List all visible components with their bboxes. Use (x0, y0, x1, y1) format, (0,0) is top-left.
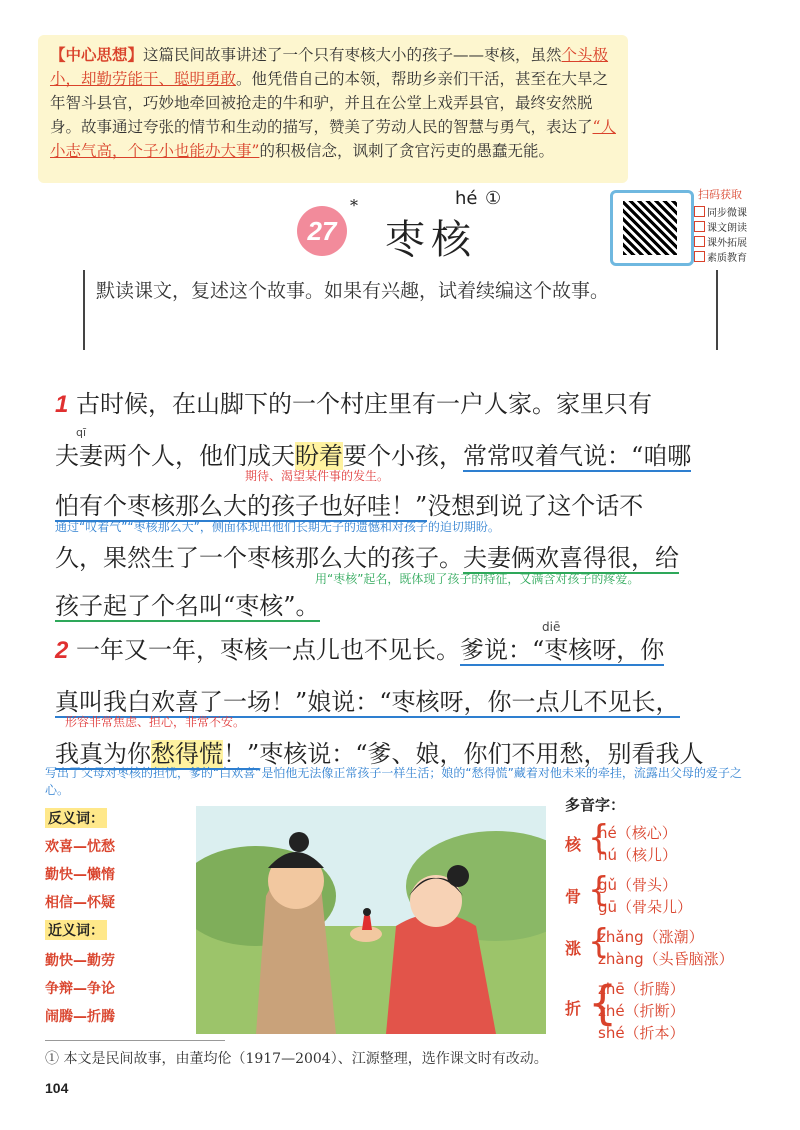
paragraph-2-line-3: 我真为你愁得慌！”枣核说：“爹、娘，你们不用愁，别看我人 (55, 740, 704, 768)
lesson-number-badge: 27 (297, 206, 347, 256)
note-parents: 写出了父母对枣核的担忧，爹的“白欢喜”是怕他无法像正常孩子一样生活；娘的“愁得慌”藏着对他未来的牵挂，流露出父母的爱子之心。 (45, 766, 742, 797)
paragraph-2-line-1: 2 一年又一年，枣核一点儿也不见长。爹说：“枣核呀，你 (55, 636, 665, 664)
polyphone-reading: hé（核心） (598, 824, 677, 842)
qr-code[interactable] (610, 190, 694, 266)
prompt-bar-right (716, 270, 718, 350)
scan-item[interactable]: 同步微课 (694, 204, 747, 219)
footnote-divider (45, 1040, 225, 1041)
paragraph-1-line-3: 怕有个枣核那么大的孩子也好哇！”没想到说了这个话不 (55, 492, 644, 520)
scan-item[interactable]: 课外拓展 (694, 234, 747, 249)
title-pinyin: hé (455, 188, 478, 209)
paragraph-1-line-4: 久，果然生了一个枣核那么大的孩子。夫妻俩欢喜得很，给 (55, 544, 679, 572)
prompt-bar-left (83, 270, 85, 350)
reading-prompt: 默读课文，复述这个故事。如果有兴趣，试着续编这个故事。 (96, 280, 610, 302)
antonym-pair: 相信—怀疑 (45, 895, 115, 911)
qr-code-pattern (623, 201, 677, 255)
synonym-pair: 争辩—争论 (45, 981, 115, 997)
page-number: 104 (45, 1080, 69, 1096)
word-chou-de-huang: 愁得慌 (151, 740, 223, 768)
illustration-svg (196, 806, 546, 1034)
polyphone-char: 核 (565, 835, 582, 854)
note-sigh: 通过“叹着气”“枣核那么大”，侧面体现出他们长期无子的遗憾和对孩子的迫切期盼。 (55, 520, 500, 534)
summary-highlight-2: “人小志气高，个子小也能办大事” (50, 118, 616, 160)
polyphone-char: 骨 (565, 887, 582, 906)
scan-item[interactable]: 课文朗读 (694, 219, 747, 234)
synonyms-heading: 近义词： (45, 920, 107, 940)
checkbox-icon (694, 206, 705, 217)
polyphone-char: 折 (565, 999, 582, 1018)
polyphone-reading: gǔ（骨头） (598, 876, 678, 894)
polyphone-reading: zhé（折断） (598, 1002, 685, 1020)
antonym-pair: 勤快—懒惰 (45, 867, 115, 883)
antonym-pair: 欢喜—忧愁 (45, 839, 115, 855)
paragraph-1-line-2: 夫妻两个人，他们成天盼着要个小孩，常常叹着气说：“咱哪 (55, 442, 692, 470)
lesson-title: 枣核 (385, 217, 477, 263)
pinyin-qi: qī (76, 426, 87, 439)
brace-icon: { (588, 976, 618, 1030)
note-name: 用“枣核”起名，既体现了孩子的特征，又满含对孩子的疼爱。 (315, 572, 640, 586)
summary-text-1: 这篇民间故事讲述了一个只有枣核大小的孩子——枣核，虽然 (143, 46, 562, 64)
brace-icon: { (588, 818, 610, 858)
word-pan-zhe: 盼着 (295, 442, 343, 470)
paragraph-1-line-1: 1 古时候，在山脚下的一个村庄里有一户人家。家里只有 (55, 390, 652, 418)
polyphones-heading: 多音字： (565, 796, 626, 814)
summary-highlight-1: 个头极小，却勤劳能干、聪明勇敢 (50, 46, 609, 88)
scan-item[interactable]: 素质教育 (694, 249, 747, 264)
summary-text-3: 的积极信念，讽刺了贪官污吏的愚蠢无能。 (259, 142, 554, 160)
synonym-pair: 闹腾—折腾 (45, 1009, 115, 1025)
checkbox-icon (694, 236, 705, 247)
note-chou: 形容非常焦虑、担心，非常不安。 (65, 715, 246, 729)
paragraph-number: 2 (55, 637, 69, 664)
polyphone-char: 涨 (565, 939, 582, 958)
story-illustration (196, 806, 546, 1034)
self-study-star: * (350, 196, 358, 215)
antonyms-heading: 反义词： (45, 808, 107, 828)
polyphone-reading: hú（核儿） (598, 846, 678, 864)
checkbox-icon (694, 221, 705, 232)
polyphone-reading: gū（骨朵儿） (598, 898, 693, 916)
checkbox-icon (694, 251, 705, 262)
summary-text-2: 。他凭借自己的本领，帮助乡亲们干活，甚至在大旱之年智斗县官，巧妙地牵回被抢走的牛和驴，并且在公堂上戏弄县官，最终安然脱身。故事通过夸张的情节和生动的描写，赞美了劳动人民的智慧与勇气，表达了 (50, 70, 609, 136)
note-pan-zhe: 期待、渴望某件事的发生。 (245, 469, 390, 483)
polyphone-reading: zhàng（头昏脑涨） (598, 950, 734, 968)
paragraph-number: 1 (55, 391, 69, 418)
brace-icon: { (588, 870, 610, 910)
central-idea-box (38, 35, 628, 183)
pinyin-die: diē (542, 620, 561, 634)
title-footnote-mark: ① (485, 188, 502, 209)
brace-icon: { (588, 922, 610, 962)
polyphone-reading: zhē（折腾） (598, 980, 685, 998)
polyphone-reading: zhǎng（涨潮） (598, 928, 704, 946)
paragraph-1-line-5: 孩子起了个名叫“枣核”。 (55, 592, 320, 620)
footnote: ① 本文是民间故事，由董均伦（1917—2004）、江源整理，选作课文时有改动。 (45, 1051, 548, 1067)
central-idea-tag: 【中心思想】 (50, 45, 144, 64)
paragraph-2-line-2: 真叫我白欢喜了一场！”娘说：“枣核呀，你一点儿不见长， (55, 688, 680, 716)
scan-label: 扫码获取 (698, 188, 742, 201)
polyphone-reading: shé（折本） (598, 1024, 685, 1042)
synonym-pair: 勤快—勤劳 (45, 953, 115, 969)
